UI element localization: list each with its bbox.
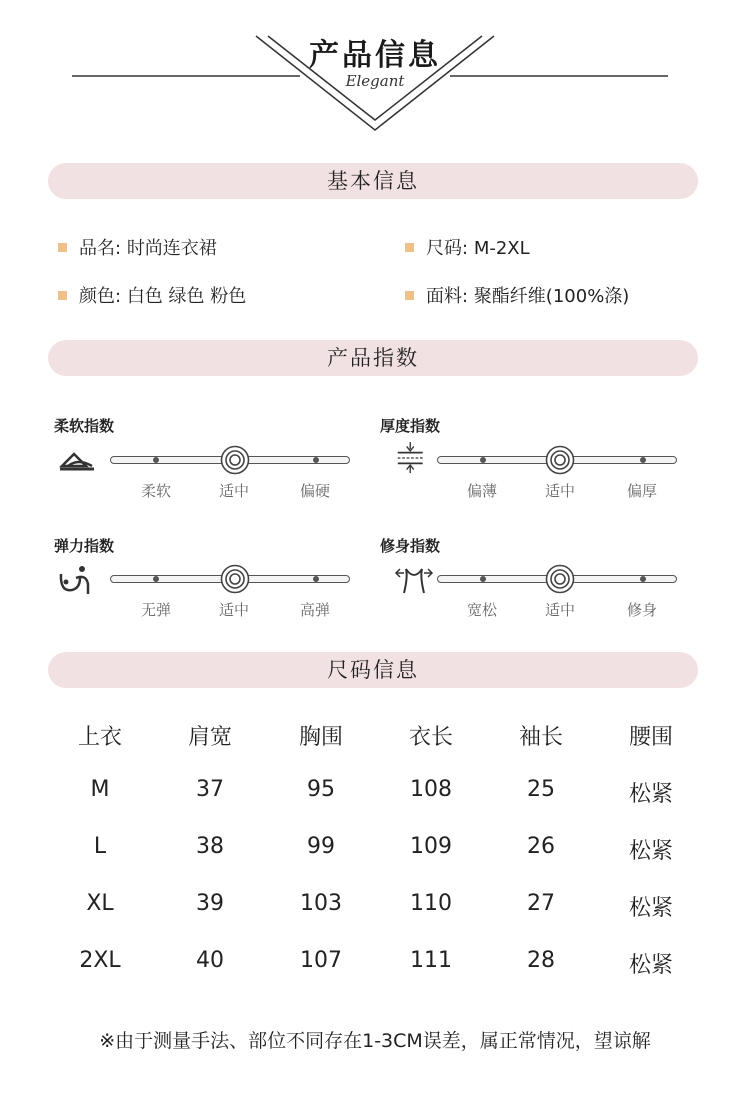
elasticity-slider-dot: [313, 576, 319, 582]
table-cell: 103: [300, 891, 342, 916]
softness-tick-low: 柔软: [140, 482, 171, 500]
table-cell: 松紧: [628, 896, 673, 921]
table-cell: 37: [196, 777, 224, 802]
info-fabric: 面料: 聚酯纤维(100%涤): [405, 282, 629, 308]
table-cell: 40: [196, 948, 224, 973]
page-title: 产品信息: [309, 38, 441, 73]
index-title-fit: 修身指数: [380, 537, 441, 555]
elasticity-tick-low: 无弹: [140, 601, 171, 619]
fit-icon: [394, 565, 434, 597]
table-cell: 39: [196, 891, 224, 916]
softness-tick-high: 偏硬: [299, 482, 330, 500]
index-title-thickness: 厚度指数: [380, 417, 441, 435]
table-cell: 28: [527, 948, 555, 973]
thickness-icon: [392, 442, 432, 474]
index-title-elasticity: 弹力指数: [54, 537, 115, 555]
softness-slider-dot: [313, 457, 319, 463]
softness-tick-mid: 适中: [218, 482, 249, 500]
table-cell: 25: [527, 777, 555, 802]
table-header-cell: 上衣: [77, 725, 122, 750]
thickness-slider-dot: [480, 457, 486, 463]
info-size: 尺码: M-2XL: [405, 234, 530, 260]
thickness-tick-low: 偏薄: [466, 482, 497, 500]
info-product-name: 品名: 时尚连衣裙: [58, 234, 217, 260]
elasticity-tick-high: 高弹: [299, 601, 330, 619]
table-header-cell: 腰围: [628, 725, 673, 750]
table-cell: 27: [527, 891, 555, 916]
table-cell: 松紧: [628, 839, 673, 864]
table-header-cell: 胸围: [298, 725, 343, 750]
thickness-slider-dot: [640, 457, 646, 463]
fit-tick-mid: 适中: [544, 601, 575, 619]
fit-slider-dot: [480, 576, 486, 582]
index-title-softness: 柔软指数: [54, 417, 115, 435]
elasticity-icon: [58, 564, 98, 596]
thickness-tick-mid: 适中: [544, 482, 575, 500]
bullet-icon: [405, 243, 414, 252]
table-cell: 111: [410, 948, 452, 973]
bullet-icon: [58, 291, 67, 300]
section-basic-info: 基本信息: [48, 163, 698, 199]
thickness-slider-knob: [545, 445, 575, 475]
elasticity-slider-knob: [220, 564, 250, 594]
softness-slider-knob: [220, 445, 250, 475]
table-cell: L: [93, 834, 107, 859]
elasticity-tick-mid: 适中: [218, 601, 249, 619]
table-cell: XL: [86, 891, 114, 916]
section-size-info: 尺码信息: [48, 652, 698, 688]
softness-icon: [58, 444, 98, 476]
table-cell: M: [90, 777, 110, 802]
table-header-cell: 袖长: [518, 725, 563, 750]
fit-tick-low: 宽松: [466, 601, 497, 619]
bullet-icon: [405, 291, 414, 300]
table-cell: 110: [410, 891, 452, 916]
table-cell: 松紧: [628, 953, 673, 978]
elasticity-slider-dot: [153, 576, 159, 582]
softness-slider-dot: [153, 457, 159, 463]
section-product-index: 产品指数: [48, 340, 698, 376]
table-header-cell: 衣长: [408, 725, 453, 750]
measurement-footnote: ※由于测量手法、部位不同存在1-3CM误差，属正常情况，望谅解: [99, 1030, 651, 1052]
table-cell: 2XL: [79, 948, 121, 973]
bullet-icon: [58, 243, 67, 252]
table-cell: 99: [307, 834, 335, 859]
fit-tick-high: 修身: [626, 601, 657, 619]
page-subtitle-script: Elegant: [345, 72, 405, 90]
info-color: 颜色: 白色 绿色 粉色: [58, 282, 246, 308]
table-header-cell: 肩宽: [187, 725, 232, 750]
table-cell: 108: [410, 777, 452, 802]
table-cell: 95: [307, 777, 335, 802]
fit-slider-dot: [640, 576, 646, 582]
table-cell: 107: [300, 948, 342, 973]
fit-slider-knob: [545, 564, 575, 594]
thickness-tick-high: 偏厚: [626, 482, 657, 500]
table-cell: 26: [527, 834, 555, 859]
table-cell: 109: [410, 834, 452, 859]
table-cell: 38: [196, 834, 224, 859]
table-cell: 松紧: [628, 782, 673, 807]
